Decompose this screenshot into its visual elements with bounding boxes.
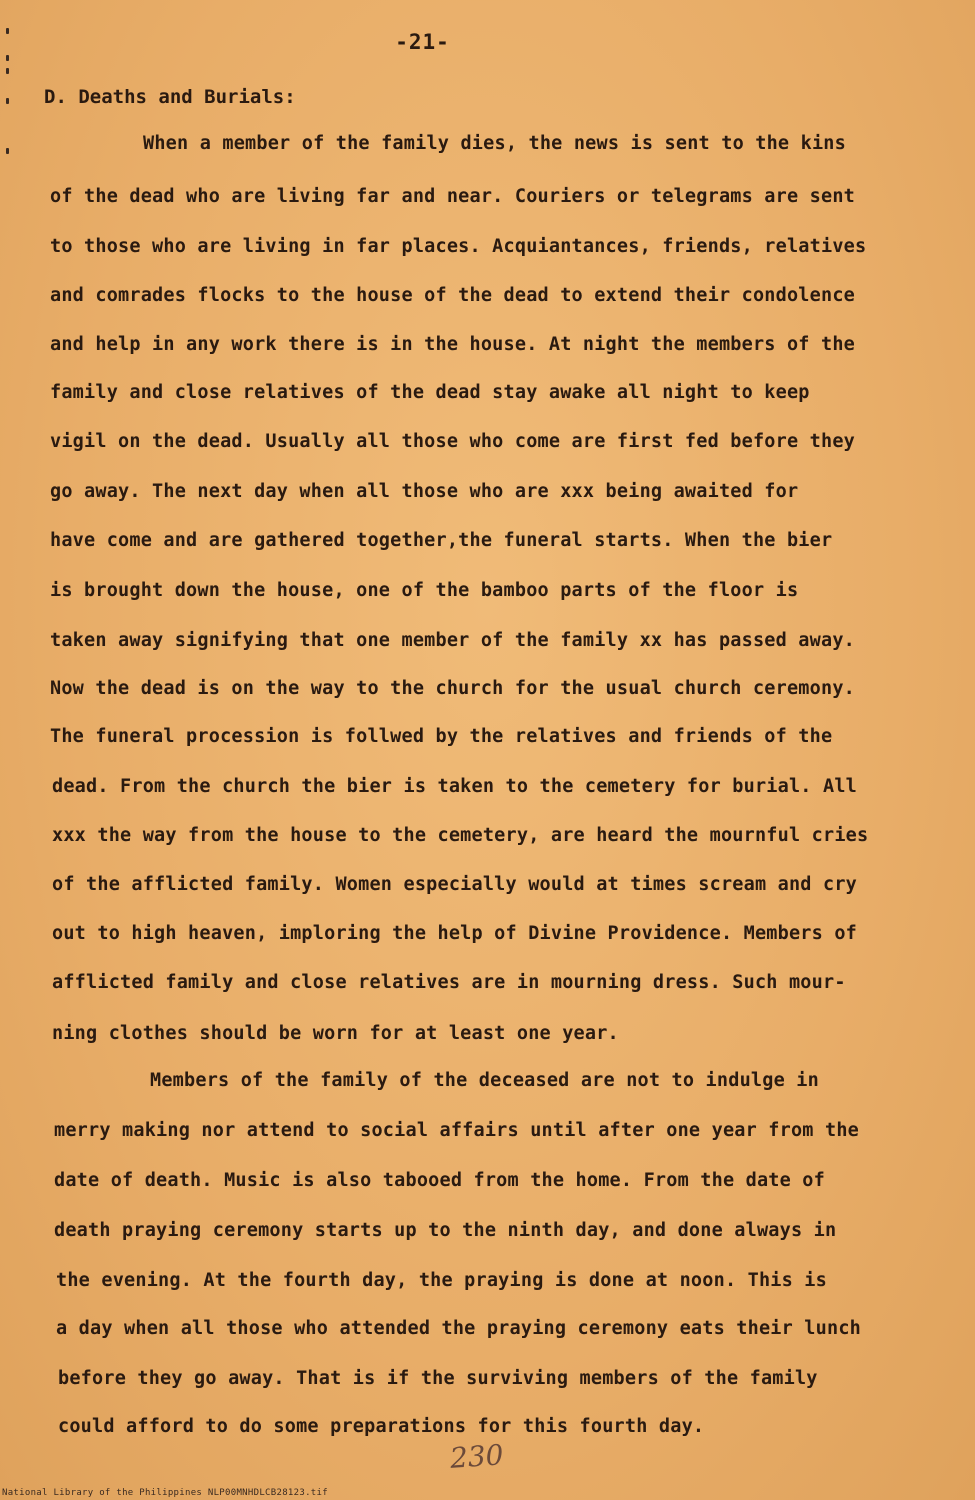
margin-mark xyxy=(6,148,9,154)
text-line: of the afflicted family. Women especially would at times scream and cry xyxy=(52,874,857,895)
text-line: death praying ceremony starts up to the ninth day, and done always in xyxy=(54,1220,837,1241)
text-line: is brought down the house, one of the bamboo parts of the floor is xyxy=(50,580,799,601)
text-line: the evening. At the fourth day, the praying is done at noon. This is xyxy=(56,1270,827,1291)
text-line: vigil on the dead. Usually all those who come are first fed before they xyxy=(50,431,855,452)
text-line: family and close relatives of the dead stay awake all night to keep xyxy=(50,382,810,403)
text-line: before they go away. That is if the surviving members of the family xyxy=(58,1368,818,1389)
text-line: of the dead who are living far and near. Couriers or telegrams are sent xyxy=(50,186,855,207)
text-line: out to high heaven, imploring the help of Divine Providence. Members of xyxy=(52,923,857,944)
text-line: to those who are living in far places. Acquiantances, friends, relatives xyxy=(50,236,867,257)
text-line: have come and are gathered together,the funeral starts. When the bier xyxy=(50,530,833,551)
text-line: dead. From the church the bier is taken to the cemetery for burial. All xyxy=(52,776,857,797)
text-line: Now the dead is on the way to the church for the usual church ceremony. xyxy=(50,678,855,699)
page-number: -21- xyxy=(395,30,450,54)
text-line: and comrades flocks to the house of the dead to extend their condolence xyxy=(50,285,855,306)
text-line: date of death. Music is also tabooed from the home. From the date of xyxy=(54,1170,825,1191)
margin-mark xyxy=(6,98,9,104)
text-line: Members of the family of the deceased are not to indulge in xyxy=(150,1070,819,1091)
archive-footer: National Library of the Philippines NLP00MNHDLCB28123.tif xyxy=(2,1488,328,1498)
text-line: ning clothes should be worn for at least one year. xyxy=(52,1023,619,1044)
text-line: xxx the way from the house to the cemetery, are heard the mournful cries xyxy=(52,825,869,846)
text-line: afflicted family and close relatives are in mourning dress. Such mour- xyxy=(52,972,846,993)
text-line: a day when all those who attended the praying ceremony eats their lunch xyxy=(56,1318,861,1339)
text-line: and help in any work there is in the house. At night the members of the xyxy=(50,334,855,355)
text-line: When a member of the family dies, the news is sent to the kins xyxy=(143,133,846,154)
margin-mark xyxy=(6,68,9,74)
text-line: go away. The next day when all those who are xxx being awaited for xyxy=(50,481,799,502)
handwritten-page-number: 230 xyxy=(448,1438,505,1475)
text-line: merry making nor attend to social affairs until after one year from the xyxy=(54,1120,859,1141)
margin-mark xyxy=(6,55,9,61)
text-line: taken away signifying that one member of the family xx has passed away. xyxy=(50,630,855,651)
text-line: could afford to do some preparations for this fourth day. xyxy=(58,1416,705,1437)
section-heading: D. Deaths and Burials: xyxy=(44,86,296,108)
text-line: The funeral procession is follwed by the relatives and friends of the xyxy=(50,726,833,747)
